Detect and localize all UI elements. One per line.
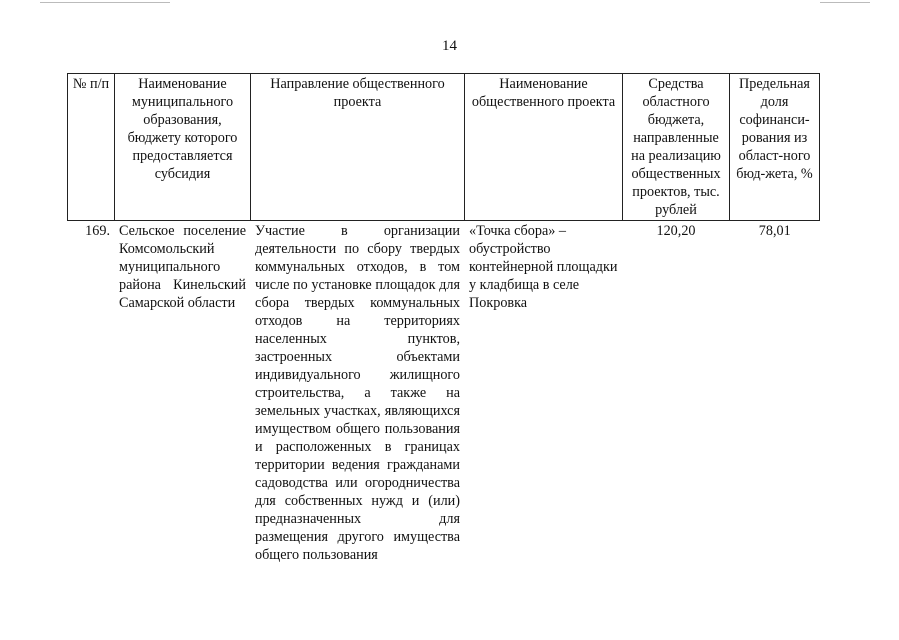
scan-artifact-top-left (40, 2, 170, 3)
header-municipality: Наименование муниципального образования, бюджету которого предоставляется субсидия (115, 74, 251, 221)
table-header-row (68, 74, 820, 221)
header-project-name: Наименование общественного проекта (465, 74, 623, 221)
table-row (68, 221, 820, 565)
page-number: 14 (442, 38, 457, 54)
row-municipality: Сельское поселение Комсомольский муниципального района Кинельский Самарской области (119, 223, 246, 311)
header-budget-amount: Средства областного бюджета, направленные на реализацию общественных проектов, тыс. рублей (623, 74, 730, 221)
subsidy-table (67, 73, 820, 564)
header-max-share: Предельная доля софинанси-рования из област-ного бюд-жета, % (730, 74, 820, 221)
row-budget-amount: 120,20 (656, 223, 696, 239)
row-number: 169. (85, 223, 110, 239)
header-direction: Направление общественного проекта (251, 74, 465, 221)
scan-artifact-top-right (820, 2, 870, 3)
header-number: № п/п (68, 74, 115, 221)
row-max-share: 78,01 (758, 223, 791, 239)
row-project-name: «Точка сбора» – обустройство контейнерной площадки у кладбища в селе Покровка (469, 223, 618, 311)
row-direction: Участие в организации деятельности по сбору твердых коммунальных отходов, в том числе по установке площадок для сбора твердых коммунальных отходов на территориях населенных пунктов, застроенных объектами индивидуального жилищного строительства, а также на земельных участках, являющихся имуществом общего пользования и расположенных в границах территории ведения гражданами садоводства или огородничества для собственных нужд и (или) предназначенных для размещения другого имущества общего пользования (255, 223, 460, 563)
